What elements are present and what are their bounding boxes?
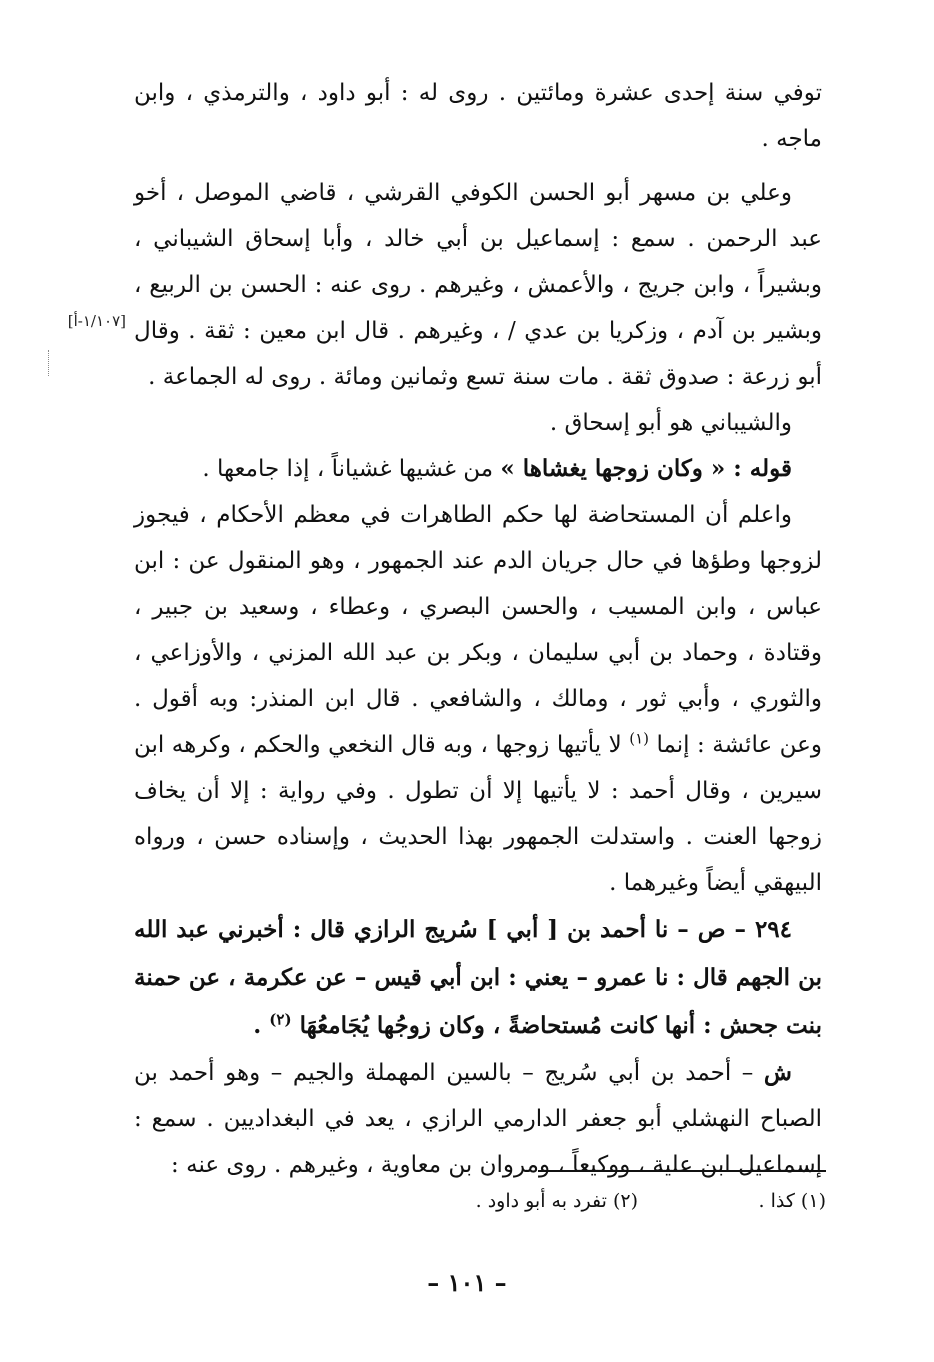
hadith-294 bbox=[134, 906, 822, 1050]
footnote-2: (٢) تفرد به أبو داود . bbox=[475, 1190, 638, 1212]
footnote-divider bbox=[538, 1170, 826, 1172]
quote-heading: قوله : « وكان زوجها يغشاها » bbox=[500, 455, 792, 482]
paragraph-5 bbox=[134, 492, 822, 906]
paragraph-5-text-a: واعلم أن المستحاضة لها حكم الطاهرات في معظم الأحكام ، فيجوز لزوجها وطؤها في حال جريان الدم عند الجمهور ، وهو المنقول عن : ابن عباس ، وابن المسيب ، والحسن البصري ، وعطاء ، وسعيد بن جبير ، وقتادة ، وحماد بن أبي سليمان ، وبكر بن عبد الله المزني ، والأوزاعي ، والثوري ، وأبي ثور ، ومالك ، والشافعي . قال ابن المنذر: وبه أقول . وعن عائشة : إنما bbox=[134, 502, 822, 758]
paragraph-5-text-b: لا يأتيها زوجها ، وبه قال النخعي والحكم ، وكرهه ابن سيرين ، وقال أحمد : لا يأتيها إلا أن تطول . وفي رواية : إلا أن يخاف زوجها العنت . واستدلت الجمهور بهذا الحديث ، وإسناده حسن ، ورواه البيهقي أيضاً وغيرهما . bbox=[134, 732, 822, 896]
paragraph-2: وعلي بن مسهر أبو الحسن الكوفي القرشي ، قاضي الموصل ، أخو عبد الرحمن . سمع : إسماعيل بن أبي خالد ، وأبا إسحاق الشيباني ، وبشيراً ، وابن جريج ، والأعمش ، وغيرهم . روى عنه : الحسن بن الربيع ، وبشير بن آدم ، وزكريا بن عدي / ، وغيرهم . قال ابن معين : ثقة . وقال أبو زرعة : صدوق ثقة . مات سنة تسع وثمانين ومائة . روى له الجماعة . bbox=[134, 180, 822, 390]
sharh-marker: ش bbox=[763, 1059, 792, 1086]
footnote-1: (١) كذا . bbox=[758, 1190, 826, 1212]
footnote-ref-2: (٢) bbox=[269, 1010, 292, 1029]
paragraph-7-text: – أحمد بن أبي سُريج – بالسين المهملة والجيم – وهو أحمد بن الصباح النهشلي أبو جعفر الدارمي الرازي ، يعد في البغداديين . سمع : إسماعيل ابن علية ، ووكيعاً ، ومروان بن معاوية ، وغيرهم . روى عنه : bbox=[134, 1060, 822, 1178]
paragraph-1: توفي سنة إحدى عشرة ومائتين . روى له : أبو داود ، والترمذي ، وابن ماجه . bbox=[134, 80, 822, 152]
margin-mark bbox=[48, 350, 50, 376]
paragraph-4 bbox=[134, 446, 822, 492]
footnotes bbox=[266, 1190, 826, 1222]
quote-explanation: من غشيها غشياناً ، إذا جامعها . bbox=[202, 456, 501, 482]
footnote-ref-1: (١) bbox=[629, 729, 649, 748]
main-text bbox=[134, 70, 822, 1188]
paragraph-3: والشيباني هو أبو إسحاق . bbox=[549, 410, 792, 436]
page-number: – ١٠١ – bbox=[427, 1268, 507, 1297]
manuscript-folio-ref: [١/١٠٧-أ] bbox=[67, 312, 126, 330]
hadith-end: . bbox=[253, 1012, 270, 1039]
paragraph-7 bbox=[134, 1050, 822, 1188]
hadith-text: ٢٩٤ – ص – نا أحمد بن [ أبي ] سُريج الرازي قال : أخبرني عبد الله بن الجهم قال : نا عمرو – يعني : ابن أبي قيس – عن عكرمة ، عن حمنة بنت جحش : أنها كانت مُستحاضةً ، وكان زوجُها يُجَامعُهَا bbox=[134, 916, 822, 1039]
